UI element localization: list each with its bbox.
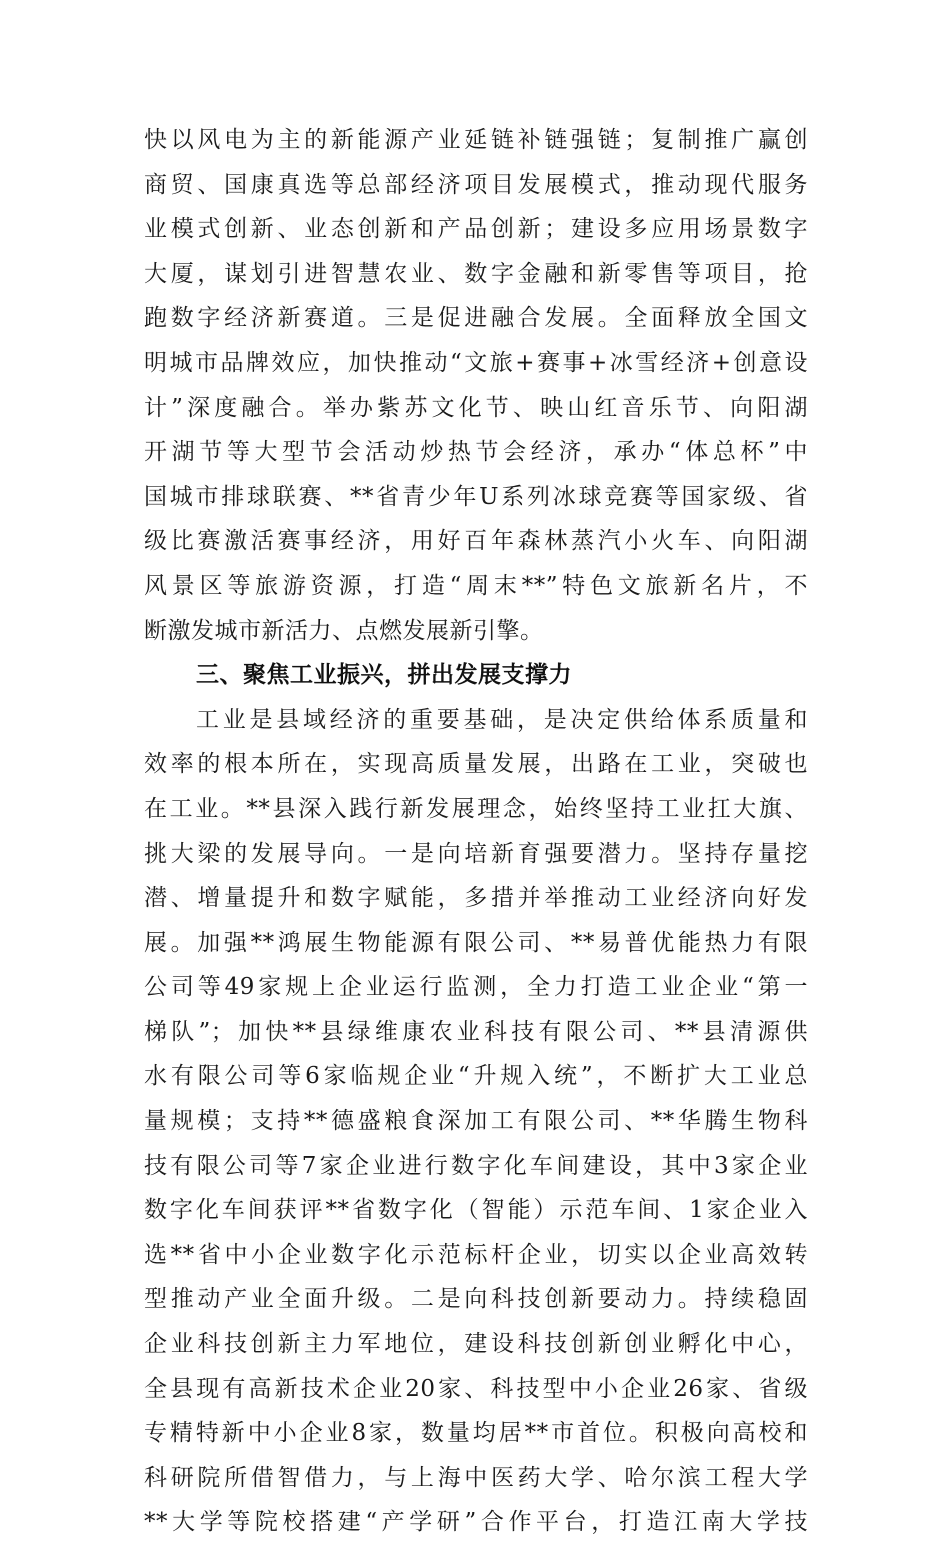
text-line: 工业是县域经济的重要基础，是决定供给体系质量和: [196, 706, 808, 733]
text-line: 挑大梁的发展导向。一是向培新育强要潜力。坚持存量挖: [144, 840, 808, 867]
text-line: 专精特新中小企业8家，数量均居**市首位。积极向高校和: [144, 1420, 808, 1447]
text-line: 效率的根本所在，实现高质量发展，出路在工业，突破也: [144, 751, 808, 778]
text-line: 国城市排球联赛、**省青少年U系列冰球竞赛等国家级、省: [144, 483, 808, 510]
paragraph-industry-development: [144, 118, 808, 653]
text-line: 商贸、国康真选等总部经济项目发展模式，推动现代服务: [144, 171, 808, 198]
text-line: 风景区等旅游资源，打造“周末**”特色文旅新名片，不: [144, 572, 808, 599]
text-line: 展。加强**鸿展生物能源有限公司、**易普优能热力有限: [144, 929, 808, 956]
text-line: 级比赛激活赛事经济，用好百年森林蒸汽小火车、向阳湖: [144, 528, 808, 555]
text-line: 跑数字经济新赛道。三是促进融合发展。全面释放全国文: [144, 305, 808, 332]
text-line: 开湖节等大型节会活动炒热节会经济，承办“体总杯”中: [144, 439, 808, 466]
text-line: 潜、增量提升和数字赋能，多措并举推动工业经济向好发: [144, 885, 808, 912]
section-heading: 三、聚焦工业振兴，拼出发展支撑力: [196, 662, 572, 689]
text-line: 公司等49家规上企业运行监测，全力打造工业企业“第一: [144, 974, 808, 1001]
text-line: 断激发城市新活力、点燃发展新引擎。: [144, 617, 544, 644]
document-body: [144, 118, 808, 1545]
text-line: 明城市品牌效应，加快推动“文旅+赛事+冰雪经济+创意设: [144, 349, 808, 376]
text-line: 企业科技创新主力军地位，建设科技创新创业孵化中心，: [144, 1331, 808, 1358]
text-line: 水有限公司等6家临规企业“升规入统”，不断扩大工业总: [144, 1063, 808, 1090]
text-line: 大厦，谋划引进智慧农业、数字金融和新零售等项目，抢: [144, 260, 808, 287]
text-line: 科研院所借智借力，与上海中医药大学、哈尔滨工程大学: [144, 1464, 808, 1491]
text-line: 快以风电为主的新能源产业延链补链强链；复制推广赢创: [144, 127, 808, 153]
text-line: 计”深度融合。举办紫苏文化节、映山红音乐节、向阳湖: [144, 394, 808, 421]
text-line: 全县现有高新技术企业20家、科技型中小企业26家、省级: [144, 1375, 808, 1402]
text-line: 技有限公司等7家企业进行数字化车间建设，其中3家企业: [144, 1152, 808, 1179]
text-line: **大学等院校搭建“产学研”合作平台，打造江南大学技: [144, 1509, 808, 1536]
paragraph-industrial-revitalization: [144, 698, 808, 1545]
text-line: 业模式创新、业态创新和产品创新；建设多应用场景数字: [144, 216, 808, 243]
text-line: 选**省中小企业数字化示范标杆企业，切实以企业高效转: [144, 1241, 808, 1268]
text-line: 量规模；支持**德盛粮食深加工有限公司、**华腾生物科: [144, 1108, 808, 1135]
text-line: 型推动产业全面升级。二是向科技创新要动力。持续稳固: [144, 1286, 808, 1313]
text-line: 数字化车间获评**省数字化（智能）示范车间、1家企业入: [144, 1197, 808, 1224]
text-line: 在工业。**县深入践行新发展理念，始终坚持工业扛大旗、: [144, 795, 808, 822]
text-line: 梯队”；加快**县绿维康农业科技有限公司、**县清源供: [144, 1018, 808, 1045]
